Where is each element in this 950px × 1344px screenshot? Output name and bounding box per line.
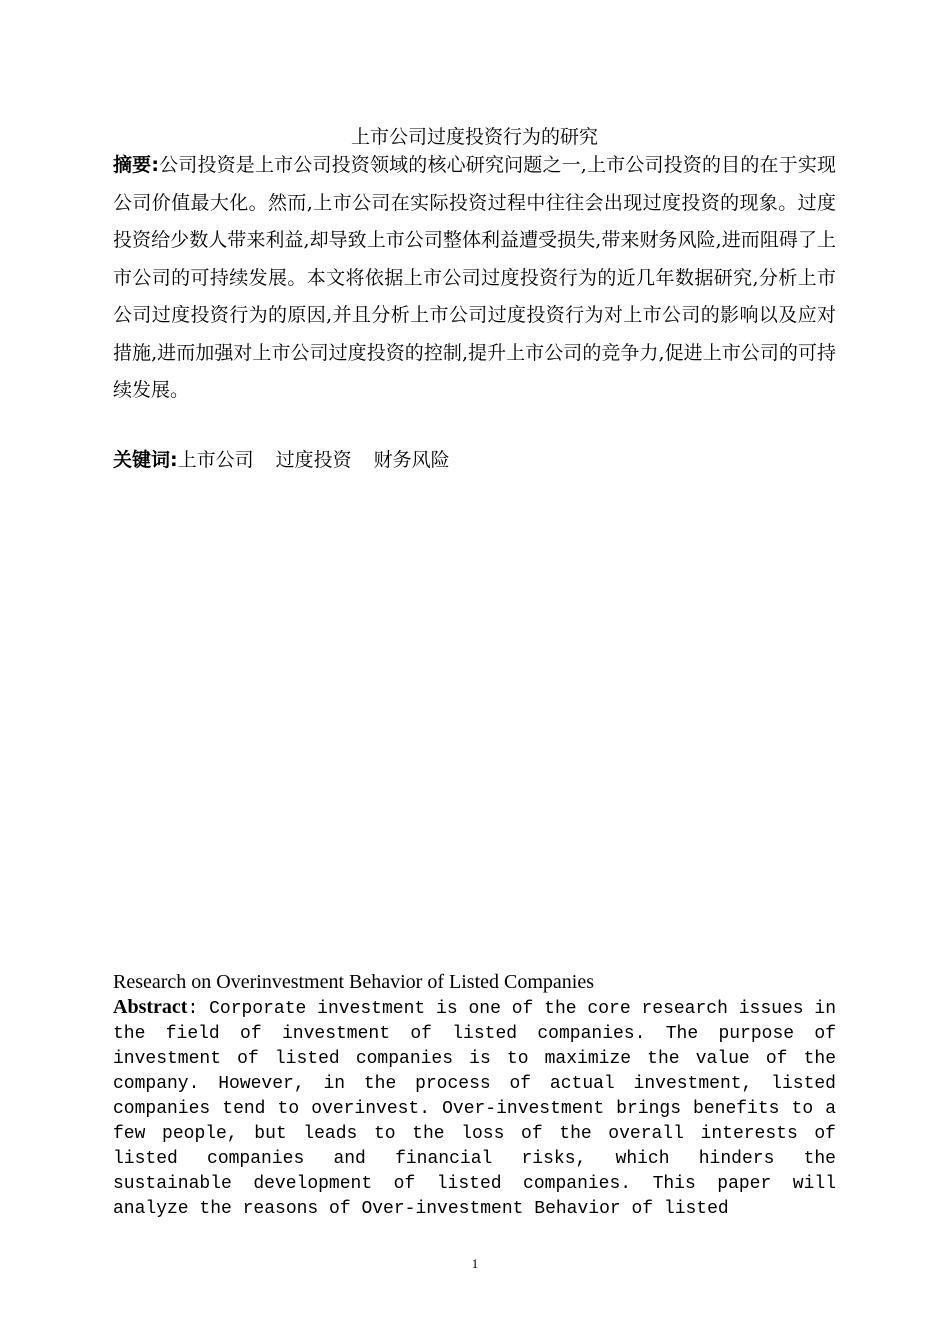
keyword-3: 财务风险 (373, 449, 450, 471)
chinese-abstract (113, 147, 836, 410)
chinese-title: 上市公司过度投资行为的研究 (350, 126, 598, 148)
page-number: 1 (471, 1256, 479, 1271)
keyword-2: 过度投资 (275, 449, 352, 471)
english-title: Research on Overinvestment Behavior of Listed Companies (113, 971, 594, 993)
english-abstract-text: : Corporate investment is one of the core research issues in the field of investment of listed companies. The purpose of investment of listed companies is to maximize the value of the company. However, in the process of actual investment, listed companies tend to overinvest. Over-investment brings benefits to a few people, but leads to the loss of the overall interests of listed companies and financial risks, which hinders the sustainable development of listed companies. This paper will analyze the reasons of Over-investment Behavior of listed (113, 999, 836, 1219)
english-abstract-label: Abstract (113, 996, 188, 1018)
chinese-keywords-label: 关键词: (113, 449, 178, 471)
chinese-keywords (113, 442, 836, 480)
english-abstract (113, 995, 836, 1222)
chinese-abstract-text: 公司投资是上市公司投资领域的核心研究问题之一,上市公司投资的目的在于实现公司价值最大化。然而,上市公司在实际投资过程中往往会出现过度投资的现象。过度投资给少数人带来利益,却导致上市公司整体利益遭受损失,带来财务风险,进而阻碍了上市公司的可持续发展。本文将依据上市公司过度投资行为的近几年数据研究,分析上市公司过度投资行为的原因,并且分析上市公司过度投资行为对上市公司的影响以及应对措施,进而加强对上市公司过度投资的控制,提升上市公司的竞争力,促进上市公司的可持续发展。 (113, 154, 836, 401)
keyword-1: 上市公司 (177, 449, 254, 471)
chinese-abstract-label: 摘要: (113, 154, 159, 176)
